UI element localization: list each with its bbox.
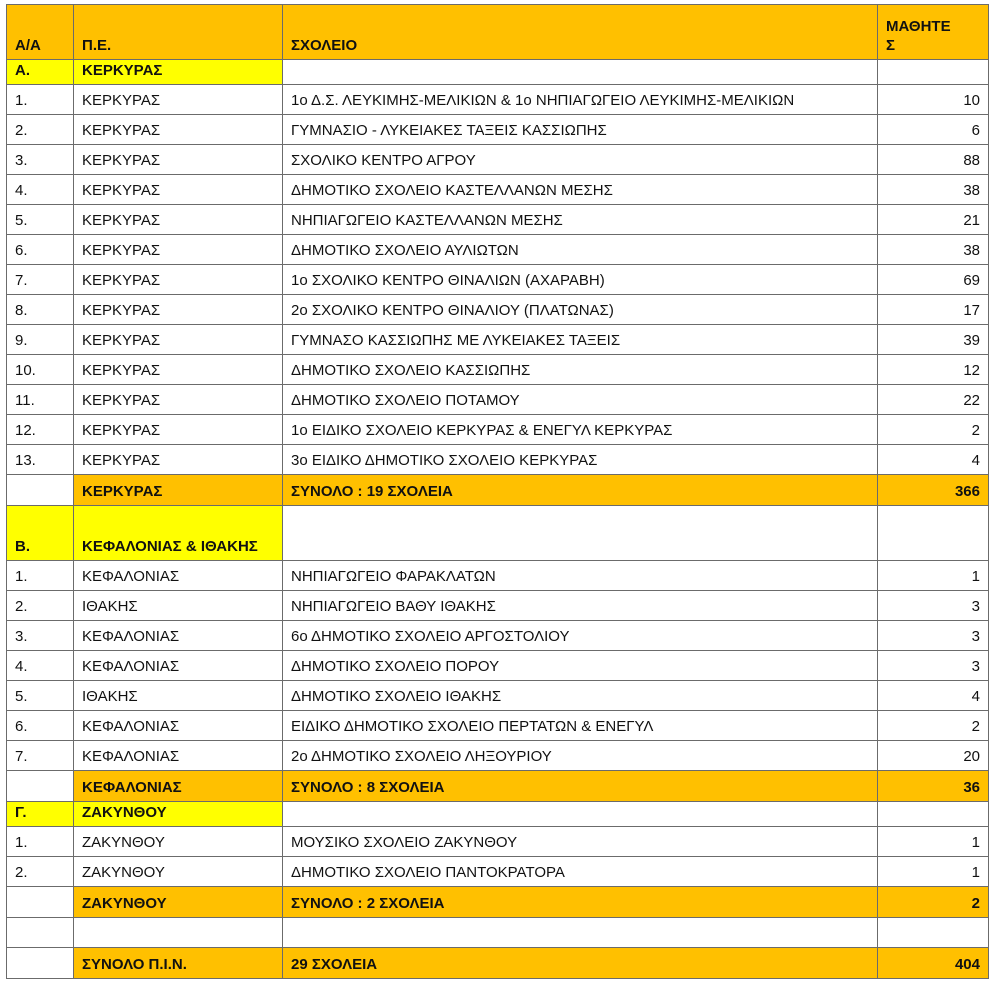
row-number: 3. xyxy=(7,145,74,175)
row-school: ΔΗΜΟΤΙΚΟ ΣΧΟΛΕΙΟ ΚΑΣΤΕΛΛΑΝΩΝ ΜΕΣΗΣ xyxy=(283,175,878,205)
row-pe: ΚΕΡΚΥΡΑΣ xyxy=(74,115,283,145)
row-pe: ΚΕΡΚΥΡΑΣ xyxy=(74,85,283,115)
row-number: 9. xyxy=(7,325,74,355)
table-row xyxy=(7,651,989,681)
region-header-row xyxy=(7,802,989,827)
section-total-students: 2 xyxy=(878,887,989,918)
row-students: 39 xyxy=(878,325,989,355)
row-number: 1. xyxy=(7,85,74,115)
row-school: ΔΗΜΟΤΙΚΟ ΣΧΟΛΕΙΟ ΠΟΤΑΜΟΥ xyxy=(283,385,878,415)
table-row xyxy=(7,445,989,475)
row-school: ΝΗΠΙΑΓΩΓΕΙΟ ΚΑΣΤΕΛΛΑΝΩΝ ΜΕΣΗΣ xyxy=(283,205,878,235)
row-students: 1 xyxy=(878,857,989,887)
row-students: 4 xyxy=(878,681,989,711)
row-students: 3 xyxy=(878,651,989,681)
section-total-pe: ΚΕΦΑΛΟΝΙΑΣ xyxy=(74,771,283,802)
row-school: ΓΥΜΝΑΣΙΟ - ΛΥΚΕΙΑΚΕΣ ΤΑΞΕΙΣ ΚΑΣΣΙΩΠΗΣ xyxy=(283,115,878,145)
row-pe: ΚΕΡΚΥΡΑΣ xyxy=(74,145,283,175)
table-row xyxy=(7,85,989,115)
header-pe: Π.Ε. xyxy=(74,5,283,60)
row-pe: ΖΑΚΥΝΘΟΥ xyxy=(74,857,283,887)
row-students: 1 xyxy=(878,561,989,591)
row-students: 2 xyxy=(878,415,989,445)
section-total-students: 366 xyxy=(878,475,989,506)
row-number: 1. xyxy=(7,561,74,591)
region-header-row xyxy=(7,506,989,561)
row-school: ΔΗΜΟΤΙΚΟ ΣΧΟΛΕΙΟ ΑΥΛΙΩΤΩΝ xyxy=(283,235,878,265)
region-empty-cell xyxy=(878,60,989,85)
grand-total-pe: ΣΥΝΟΛΟ Π.Ι.Ν. xyxy=(74,948,283,979)
table-row xyxy=(7,857,989,887)
row-school: ΕΙΔΙΚΟ ΔΗΜΟΤΙΚΟ ΣΧΟΛΕΙΟ ΠΕΡΤΑΤΩΝ & ΕΝΕΓΥΛ xyxy=(283,711,878,741)
spacer-cell xyxy=(74,918,283,948)
row-school: ΔΗΜΟΤΙΚΟ ΣΧΟΛΕΙΟ ΠΟΡΟΥ xyxy=(283,651,878,681)
row-school: ΔΗΜΟΤΙΚΟ ΣΧΟΛΕΙΟ ΠΑΝΤΟΚΡΑΤΟΡΑ xyxy=(283,857,878,887)
spacer-cell xyxy=(283,918,878,948)
table-row xyxy=(7,591,989,621)
region-name: ΖΑΚΥΝΘΟΥ xyxy=(74,802,283,827)
row-students: 3 xyxy=(878,591,989,621)
table-row xyxy=(7,711,989,741)
row-number: 5. xyxy=(7,205,74,235)
row-pe: ΚΕΦΑΛΟΝΙΑΣ xyxy=(74,741,283,771)
header-school: ΣΧΟΛΕΙΟ xyxy=(283,5,878,60)
row-number: 1. xyxy=(7,827,74,857)
table-row xyxy=(7,561,989,591)
region-code: Β. xyxy=(7,506,74,561)
schools-table-body xyxy=(7,5,989,979)
row-pe: ΚΕΡΚΥΡΑΣ xyxy=(74,235,283,265)
row-school: 1ο Δ.Σ. ΛΕΥΚΙΜΗΣ-ΜΕΛΙΚΙΩΝ & 1ο ΝΗΠΙΑΓΩΓΕΙΟ ΛΕΥΚΙΜΗΣ-ΜΕΛΙΚΙΩΝ xyxy=(283,85,878,115)
row-pe: ΚΕΡΚΥΡΑΣ xyxy=(74,325,283,355)
schools-table xyxy=(6,4,989,979)
row-students: 17 xyxy=(878,295,989,325)
row-students: 4 xyxy=(878,445,989,475)
row-number: 13. xyxy=(7,445,74,475)
row-pe: ΚΕΦΑΛΟΝΙΑΣ xyxy=(74,561,283,591)
row-school: 6ο ΔΗΜΟΤΙΚΟ ΣΧΟΛΕΙΟ ΑΡΓΟΣΤΟΛΙΟΥ xyxy=(283,621,878,651)
section-total-students: 36 xyxy=(878,771,989,802)
row-students: 38 xyxy=(878,175,989,205)
row-pe: ΚΕΡΚΥΡΑΣ xyxy=(74,385,283,415)
row-pe: ΖΑΚΥΝΘΟΥ xyxy=(74,827,283,857)
row-number: 5. xyxy=(7,681,74,711)
row-number: 4. xyxy=(7,175,74,205)
row-students: 3 xyxy=(878,621,989,651)
section-total-label: ΣΥΝΟΛΟ : 19 ΣΧΟΛΕΙΑ xyxy=(283,475,878,506)
row-school: ΓΥΜΝΑΣΟ ΚΑΣΣΙΩΠΗΣ ΜΕ ΛΥΚΕΙΑΚΕΣ ΤΑΞΕΙΣ xyxy=(283,325,878,355)
table-row xyxy=(7,621,989,651)
spacer-row xyxy=(7,918,989,948)
region-empty-cell xyxy=(283,506,878,561)
total-empty-cell xyxy=(7,771,74,802)
row-number: 11. xyxy=(7,385,74,415)
table-row xyxy=(7,115,989,145)
row-number: 3. xyxy=(7,621,74,651)
region-empty-cell xyxy=(283,802,878,827)
spacer-cell xyxy=(878,918,989,948)
region-header-row xyxy=(7,60,989,85)
header-students: ΜΑΘΗΤΕ Σ xyxy=(878,5,989,60)
row-students: 1 xyxy=(878,827,989,857)
row-number: 12. xyxy=(7,415,74,445)
table-row xyxy=(7,295,989,325)
row-students: 20 xyxy=(878,741,989,771)
row-students: 2 xyxy=(878,711,989,741)
grand-total-label: 29 ΣΧΟΛΕΙΑ xyxy=(283,948,878,979)
row-students: 88 xyxy=(878,145,989,175)
region-code: Α. xyxy=(7,60,74,85)
row-school: ΔΗΜΟΤΙΚΟ ΣΧΟΛΕΙΟ ΙΘΑΚΗΣ xyxy=(283,681,878,711)
row-pe: ΚΕΡΚΥΡΑΣ xyxy=(74,355,283,385)
row-number: 8. xyxy=(7,295,74,325)
total-empty-cell xyxy=(7,948,74,979)
grand-total-row xyxy=(7,948,989,979)
table-row xyxy=(7,235,989,265)
row-pe: ΚΕΦΑΛΟΝΙΑΣ xyxy=(74,651,283,681)
row-number: 2. xyxy=(7,591,74,621)
table-row xyxy=(7,355,989,385)
row-students: 22 xyxy=(878,385,989,415)
table-row xyxy=(7,385,989,415)
row-school: ΝΗΠΙΑΓΩΓΕΙΟ ΒΑΘΥ ΙΘΑΚΗΣ xyxy=(283,591,878,621)
row-pe: ΙΘΑΚΗΣ xyxy=(74,681,283,711)
row-pe: ΚΕΡΚΥΡΑΣ xyxy=(74,415,283,445)
row-school: 3ο ΕΙΔΙΚΟ ΔΗΜΟΤΙΚΟ ΣΧΟΛΕΙΟ ΚΕΡΚΥΡΑΣ xyxy=(283,445,878,475)
row-students: 6 xyxy=(878,115,989,145)
section-total-pe: ΖΑΚΥΝΘΟΥ xyxy=(74,887,283,918)
row-school: ΝΗΠΙΑΓΩΓΕΙΟ ΦΑΡΑΚΛΑΤΩΝ xyxy=(283,561,878,591)
section-total-label: ΣΥΝΟΛΟ : 8 ΣΧΟΛΕΙΑ xyxy=(283,771,878,802)
table-row xyxy=(7,741,989,771)
table-row xyxy=(7,681,989,711)
row-school: ΜΟΥΣΙΚΟ ΣΧΟΛΕΙΟ ΖΑΚΥΝΘΟΥ xyxy=(283,827,878,857)
table-row xyxy=(7,827,989,857)
row-pe: ΚΕΦΑΛΟΝΙΑΣ xyxy=(74,711,283,741)
table-row xyxy=(7,205,989,235)
region-empty-cell xyxy=(878,506,989,561)
grand-total-students: 404 xyxy=(878,948,989,979)
row-school: ΣΧΟΛΙΚΟ ΚΕΝΤΡΟ ΑΓΡΟΥ xyxy=(283,145,878,175)
row-pe: ΚΕΡΚΥΡΑΣ xyxy=(74,445,283,475)
row-number: 10. xyxy=(7,355,74,385)
total-empty-cell xyxy=(7,475,74,506)
table-header-row xyxy=(7,5,989,60)
row-students: 10 xyxy=(878,85,989,115)
table-row xyxy=(7,325,989,355)
section-total-pe: ΚΕΡΚΥΡΑΣ xyxy=(74,475,283,506)
region-empty-cell xyxy=(878,802,989,827)
row-number: 2. xyxy=(7,115,74,145)
row-number: 7. xyxy=(7,265,74,295)
row-school: ΔΗΜΟΤΙΚΟ ΣΧΟΛΕΙΟ ΚΑΣΣΙΩΠΗΣ xyxy=(283,355,878,385)
row-students: 12 xyxy=(878,355,989,385)
table-row xyxy=(7,145,989,175)
row-number: 7. xyxy=(7,741,74,771)
row-number: 6. xyxy=(7,235,74,265)
row-school: 2ο ΔΗΜΟΤΙΚΟ ΣΧΟΛΕΙΟ ΛΗΞΟΥΡΙΟΥ xyxy=(283,741,878,771)
section-total-row xyxy=(7,475,989,506)
row-pe: ΚΕΡΚΥΡΑΣ xyxy=(74,175,283,205)
section-total-row xyxy=(7,771,989,802)
section-total-label: ΣΥΝΟΛΟ : 2 ΣΧΟΛΕΙΑ xyxy=(283,887,878,918)
row-pe: ΚΕΡΚΥΡΑΣ xyxy=(74,265,283,295)
row-students: 69 xyxy=(878,265,989,295)
table-row xyxy=(7,415,989,445)
spacer-cell xyxy=(7,918,74,948)
row-school: 1ο ΕΙΔΙΚΟ ΣΧΟΛΕΙΟ ΚΕΡΚΥΡΑΣ & ΕΝΕΓΥΛ ΚΕΡΚΥΡΑΣ xyxy=(283,415,878,445)
region-name: ΚΕΦΑΛΟΝΙΑΣ & ΙΘΑΚΗΣ xyxy=(74,506,283,561)
row-number: 6. xyxy=(7,711,74,741)
region-name: ΚΕΡΚΥΡΑΣ xyxy=(74,60,283,85)
row-students: 38 xyxy=(878,235,989,265)
table-row xyxy=(7,265,989,295)
section-total-row xyxy=(7,887,989,918)
row-school: 1ο ΣΧΟΛΙΚΟ ΚΕΝΤΡΟ ΘΙΝΑΛΙΩΝ (ΑΧΑΡΑΒΗ) xyxy=(283,265,878,295)
row-school: 2ο ΣΧΟΛΙΚΟ ΚΕΝΤΡΟ ΘΙΝΑΛΙΟΥ (ΠΛΑΤΩΝΑΣ) xyxy=(283,295,878,325)
row-number: 2. xyxy=(7,857,74,887)
table-row xyxy=(7,175,989,205)
row-students: 21 xyxy=(878,205,989,235)
row-number: 4. xyxy=(7,651,74,681)
row-pe: ΙΘΑΚΗΣ xyxy=(74,591,283,621)
row-pe: ΚΕΡΚΥΡΑΣ xyxy=(74,295,283,325)
total-empty-cell xyxy=(7,887,74,918)
row-pe: ΚΕΡΚΥΡΑΣ xyxy=(74,205,283,235)
region-empty-cell xyxy=(283,60,878,85)
region-code: Γ. xyxy=(7,802,74,827)
header-aa: Α/Α xyxy=(7,5,74,60)
row-pe: ΚΕΦΑΛΟΝΙΑΣ xyxy=(74,621,283,651)
